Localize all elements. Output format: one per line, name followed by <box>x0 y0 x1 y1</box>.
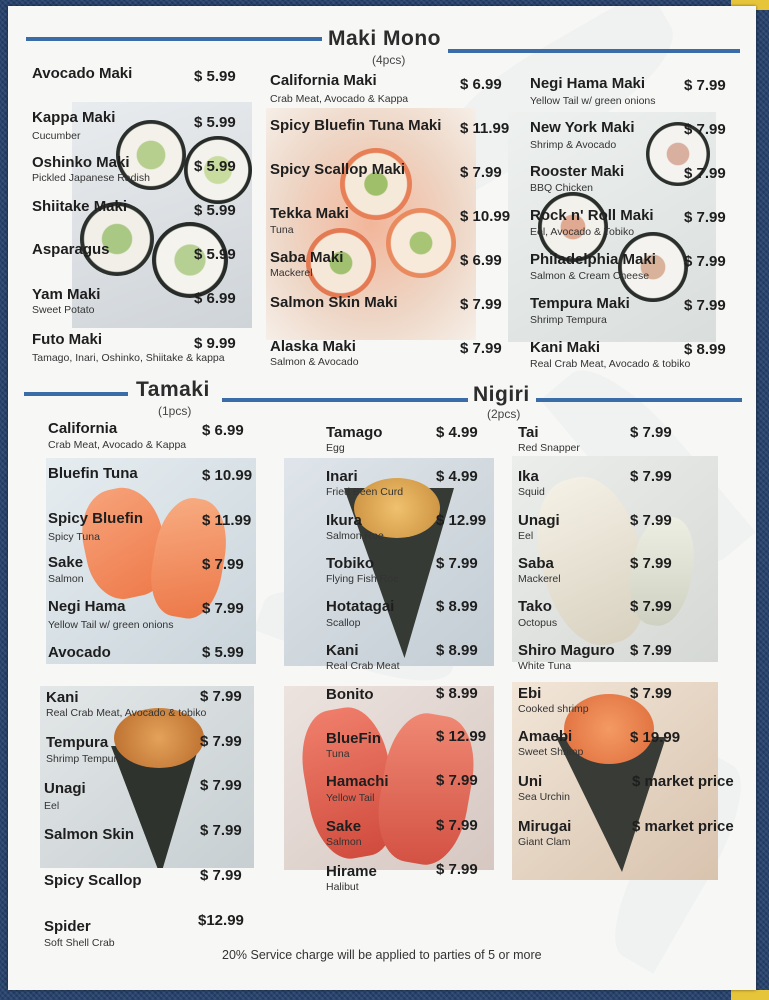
item-price: $ 7.99 <box>684 165 726 182</box>
item-price: $ 7.99 <box>630 642 672 659</box>
item-price: $ 5.99 <box>194 158 236 175</box>
item-price: $ 7.99 <box>460 340 502 357</box>
header-rule <box>26 37 322 41</box>
item-name: Salmon Skin Maki <box>270 294 398 311</box>
item-description: Salmon & Cream Cheese <box>530 270 650 282</box>
item-price: $ 7.99 <box>460 296 502 313</box>
header-rule <box>24 392 128 396</box>
item-price: $ 8.99 <box>436 598 478 615</box>
item-price: $ 4.99 <box>436 424 478 441</box>
section-title-nigiri: Nigiri <box>473 383 530 406</box>
item-name: Kani <box>46 689 79 706</box>
item-price: $ 11.99 <box>460 120 510 137</box>
item-name: Spicy Bluefin Tuna Maki <box>270 117 442 134</box>
item-description: Spicy Tuna <box>48 531 100 543</box>
item-name: Ikura <box>326 512 362 529</box>
item-description: Real Crab Meat, Avocado & tobiko <box>46 707 207 719</box>
item-price: $ 7.99 <box>200 777 242 794</box>
section-subtitle-maki-mono: (4pcs) <box>372 53 406 67</box>
item-description: Cucumber <box>32 130 81 142</box>
item-price: $ 7.99 <box>200 688 242 705</box>
item-description: Salmon & Avocado <box>270 356 359 368</box>
section-subtitle-nigiri: (2pcs) <box>487 407 521 421</box>
item-name: Uni <box>518 773 543 790</box>
item-price: $ 11.99 <box>202 512 252 529</box>
item-name: Kani <box>326 642 359 659</box>
item-price: $ 6.99 <box>460 76 502 93</box>
item-description: Octopus <box>518 617 558 629</box>
item-name: Tako <box>518 598 552 615</box>
item-name: Bonito <box>326 686 374 703</box>
item-name: Avocado <box>48 644 111 661</box>
item-name: Rooster Maki <box>530 163 625 180</box>
item-price: $ 8.99 <box>684 341 726 358</box>
item-name: Yam Maki <box>32 286 101 303</box>
item-price: $ 7.99 <box>630 555 672 572</box>
header-rule <box>222 398 468 402</box>
item-price: $ 7.99 <box>436 772 478 789</box>
item-price: $ 4.99 <box>436 468 478 485</box>
item-name: Futo Maki <box>32 331 102 348</box>
item-description: Fried Been Curd <box>326 486 404 498</box>
item-description: Mackerel <box>518 573 561 585</box>
item-price: $ 5.99 <box>202 644 244 661</box>
item-name: Rock n' Roll Maki <box>530 207 654 224</box>
binder-clip-bottom <box>731 990 769 1000</box>
item-name: Negi Hama <box>48 598 126 615</box>
item-description: Pickled Japanese Radish <box>32 172 150 184</box>
item-description: Eel, Avocado & Tobiko <box>530 226 635 238</box>
item-price: $ 8.99 <box>436 685 478 702</box>
section-title-tamaki: Tamaki <box>136 378 210 401</box>
item-price: $ 7.99 <box>200 822 242 839</box>
item-description: Tamago, Inari, Oshinko, Shiitake & kappa <box>32 352 225 364</box>
item-price: $ 7.99 <box>630 468 672 485</box>
item-name: Spicy Scallop Maki <box>270 161 406 178</box>
item-name: Bluefin Tuna <box>48 465 138 482</box>
item-price: $ 6.99 <box>202 422 244 439</box>
item-name: Tamago <box>326 424 383 441</box>
item-price: $12.99 <box>198 912 244 929</box>
item-description: Salmon <box>326 836 362 848</box>
item-name: Ebi <box>518 685 542 702</box>
item-price: $ 7.99 <box>460 164 502 181</box>
item-description: Egg <box>326 442 345 454</box>
item-price: $ 7.99 <box>436 555 478 572</box>
item-price: $ 6.99 <box>460 252 502 269</box>
item-name: Kani Maki <box>530 339 601 356</box>
item-price: $ 7.99 <box>684 77 726 94</box>
item-price: $ 7.99 <box>202 600 244 617</box>
item-price: $ 7.99 <box>200 867 242 884</box>
item-description: BBQ Chicken <box>530 182 594 194</box>
item-description: Sea Urchin <box>518 791 570 803</box>
item-description: Shrimp Tempura <box>46 753 123 765</box>
item-price: $ 5.99 <box>194 114 236 131</box>
item-description: Tuna <box>326 748 350 760</box>
item-name: Shiro Maguro <box>518 642 615 659</box>
item-price: $ 7.99 <box>436 861 478 878</box>
item-price: $ market price <box>632 773 734 790</box>
item-name: Negi Hama Maki <box>530 75 646 92</box>
item-price: $ 7.99 <box>200 733 242 750</box>
item-price: $ 7.99 <box>630 685 672 702</box>
item-price: $ 7.99 <box>630 512 672 529</box>
item-name: Alaska Maki <box>270 338 356 355</box>
item-description: Mackerel <box>270 267 313 279</box>
item-name: Hamachi <box>326 773 389 790</box>
item-name: Amaebi <box>518 728 573 745</box>
item-price: $ 7.99 <box>630 598 672 615</box>
item-price: $ 12.99 <box>436 728 487 745</box>
header-rule <box>448 49 740 53</box>
item-price: $ 19.99 <box>630 729 681 746</box>
item-name: Inari <box>326 468 358 485</box>
item-name: California <box>48 420 118 437</box>
item-name: Saba <box>518 555 554 572</box>
item-name: Unagi <box>44 780 86 797</box>
item-description: Real Crab Meat, Avocado & tobiko <box>530 358 691 370</box>
item-price: $ 6.99 <box>194 290 236 307</box>
item-price: $ market price <box>632 818 734 835</box>
item-description: Tuna <box>270 224 294 236</box>
item-description: Halibut <box>326 881 359 893</box>
item-description: Salmon Roe <box>326 530 384 542</box>
item-description: Scallop <box>326 617 361 629</box>
item-name: Salmon Skin <box>44 826 135 843</box>
item-description: Crab Meat, Avocado & Kappa <box>48 439 187 451</box>
item-name: New York Maki <box>530 119 635 136</box>
item-description: Eel <box>518 530 534 542</box>
item-price: $ 5.99 <box>194 246 236 263</box>
item-name: Sake <box>326 818 362 835</box>
item-price: $ 12.99 <box>436 512 487 529</box>
item-price: $ 7.99 <box>684 253 726 270</box>
item-description: Yellow Tail <box>326 792 375 804</box>
item-name: Mirugai <box>518 818 572 835</box>
item-price: $ 7.99 <box>684 121 726 138</box>
item-description: Yellow Tail w/ green onions <box>530 95 656 107</box>
item-name: Ika <box>518 468 539 485</box>
item-description: Salmon <box>48 573 84 585</box>
item-price: $ 9.99 <box>194 335 236 352</box>
item-name: Asparagus <box>32 241 110 258</box>
item-name: Avocado Maki <box>32 65 133 82</box>
item-description: Real Crab Meat <box>326 660 400 672</box>
item-price: $ 7.99 <box>630 424 672 441</box>
item-name: Saba Maki <box>270 249 344 266</box>
menu-page <box>8 6 756 990</box>
item-name: California Maki <box>270 72 377 89</box>
item-description: Eel <box>44 800 60 812</box>
item-description: Cooked shrimp <box>518 703 589 715</box>
header-rule <box>536 398 742 402</box>
item-name: Tempura Maki <box>530 295 630 312</box>
item-price: $ 8.99 <box>436 642 478 659</box>
item-name: Tobiko <box>326 555 375 572</box>
item-description: Shrimp Tempura <box>530 314 607 326</box>
item-price: $ 5.99 <box>194 202 236 219</box>
item-price: $ 7.99 <box>684 209 726 226</box>
item-name: Unagi <box>518 512 560 529</box>
item-name: Hotatagai <box>326 598 395 615</box>
item-description: Shrimp & Avocado <box>530 139 617 151</box>
item-price: $ 5.99 <box>194 68 236 85</box>
item-price: $ 10.99 <box>202 467 253 484</box>
item-name: Spicy Bluefin <box>48 510 144 527</box>
item-name: Tai <box>518 424 539 441</box>
item-name: Hirame <box>326 863 377 880</box>
item-price: $ 10.99 <box>460 208 511 225</box>
item-description: Squid <box>518 486 545 498</box>
item-description: Red Snapper <box>518 442 580 454</box>
service-charge-note: 20% Service charge will be applied to parties of 5 or more <box>222 948 542 962</box>
item-description: Sweet Shrimp <box>518 746 584 758</box>
item-name: Tempura <box>46 734 109 751</box>
item-price: $ 7.99 <box>202 556 244 573</box>
item-description: Soft Shell Crab <box>44 937 115 949</box>
item-description: White Tuna <box>518 660 572 672</box>
item-name: Spicy Scallop <box>44 872 142 889</box>
item-name: Philadelphia Maki <box>530 251 656 268</box>
item-name: Spider <box>44 918 91 935</box>
item-description: Yellow Tail w/ green onions <box>48 619 174 631</box>
item-price: $ 7.99 <box>684 297 726 314</box>
item-price: $ 7.99 <box>436 817 478 834</box>
item-name: BlueFin <box>326 730 381 747</box>
item-name: Sake <box>48 554 84 571</box>
item-name: Kappa Maki <box>32 109 116 126</box>
section-subtitle-tamaki: (1pcs) <box>158 404 192 418</box>
item-name: Shiitake Maki <box>32 198 128 215</box>
item-description: Sweet Potato <box>32 304 95 316</box>
item-description: Giant Clam <box>518 836 571 848</box>
item-name: Oshinko Maki <box>32 154 130 171</box>
item-name: Tekka Maki <box>270 205 349 222</box>
item-description: Flying Fish Roe <box>326 573 399 585</box>
section-title-maki-mono: Maki Mono <box>328 27 441 50</box>
item-description: Crab Meat, Avocado & Kappa <box>270 93 409 105</box>
